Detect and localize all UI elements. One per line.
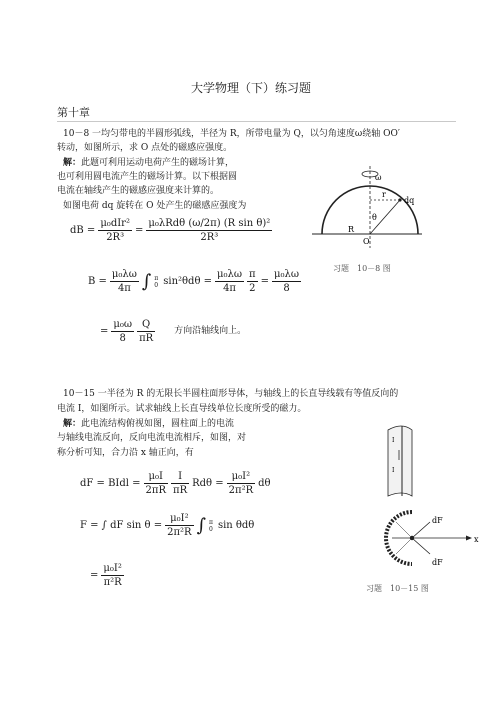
page-title: 大学物理（下）练习题: [190, 81, 311, 95]
equation-F: [80, 512, 254, 539]
eq-F-lhs: F = ∫ dF sin θ =: [80, 520, 163, 531]
eq-F-result-equals: =: [90, 570, 99, 581]
equation-B-result: [100, 318, 246, 345]
label-x: x: [474, 535, 479, 544]
label-O: O: [363, 237, 370, 246]
eq-dF-fraction-2: [171, 470, 189, 497]
problem-10-8-line-4: 电流在轴线产生的磁感应强度来计算的。: [57, 186, 220, 196]
eq-dF-fraction-1: [144, 470, 168, 497]
eq-dB-den-1: 2R³: [106, 232, 125, 243]
eq-dB-den-2: 2R³: [200, 232, 219, 243]
problem-10-8-line-2: 转动，如图所示，求 O 点处的磁感应强度。: [57, 143, 233, 153]
eq-dF-fraction-3: [227, 470, 255, 497]
problem-10-8-line-5: 如图电荷 dq 旋转在 O 处产生的磁感应强度为: [63, 201, 247, 211]
direction-note: 方向沿轴线向上。: [174, 326, 247, 336]
equation-dF: [80, 470, 271, 497]
eq-B-fraction-3: [247, 268, 258, 295]
eq-result-num-1: μ₀ω: [113, 319, 133, 330]
eq-dF-den-3: 2π²R: [228, 485, 254, 496]
integral-lower: 0: [154, 281, 159, 289]
eq-F-fraction-1: [165, 512, 193, 539]
integral-limits: [154, 275, 158, 289]
x-axis-arrow-icon: [466, 536, 472, 541]
integral-sign: ∫: [141, 270, 152, 292]
problem-10-15-line-2: 电流 I，如图所示。试求轴线上长直导线单位长度所受的磁力。: [57, 404, 307, 414]
eq-B-lhs: B =: [88, 276, 107, 287]
eq-B-num-2: μ₀λω: [217, 269, 243, 280]
force-vector-top: [412, 522, 430, 538]
problem-10-15-solution-line-1: [63, 418, 234, 431]
chapter-heading: 第十章: [57, 106, 90, 119]
eq-dF-num-2: I: [171, 470, 189, 484]
eq-result-equals: =: [100, 326, 109, 337]
eq-result-den-1: 8: [119, 333, 126, 344]
radial-line-2: [396, 538, 412, 554]
eq-F-body: sin θdθ: [217, 520, 255, 531]
eq-dB-fraction-2: [146, 217, 272, 244]
label-omega: ω: [375, 173, 382, 182]
label-theta: θ: [372, 213, 377, 222]
label-dF-top: dF: [432, 516, 443, 525]
figure-10-15-caption: 习题 10－15 图: [366, 584, 429, 593]
eq-B-fraction-1: [110, 268, 139, 295]
eq-dB-num-1: μ₀dIr²: [100, 218, 130, 229]
integral-sign: ∫: [196, 514, 206, 536]
eq-B-den-2: 4π: [223, 283, 236, 294]
figure-10-8-caption: 习题 10－8 图: [333, 264, 391, 273]
eq-B-body: sin²θdθ =: [163, 276, 213, 287]
eq-F-den-1: 2π²R: [167, 527, 192, 538]
eq-B-den-4: 8: [283, 283, 290, 294]
eq-B-num-4: μ₀λω: [274, 269, 299, 280]
figure-10-15: [366, 420, 486, 590]
eq-dF-den-2: πR: [173, 485, 188, 496]
eq-F-result-den: π²R: [103, 577, 122, 588]
integral-lower: 0: [208, 525, 213, 533]
solution-label: 解：: [63, 158, 82, 168]
problem-10-8-solution-line-1: [63, 157, 234, 170]
eq-result-fraction-1: [111, 318, 134, 345]
eq-B-fraction-4: [272, 268, 301, 295]
eq-result-num-2: Q: [137, 318, 155, 332]
solution-text: 此题可利用运动电荷产生的磁场计算，: [81, 158, 235, 168]
eq-dB-equals: =: [134, 225, 144, 236]
eq-dF-mid: Rdθ =: [192, 478, 224, 489]
solution-label: 解：: [63, 419, 82, 429]
label-r: r: [382, 190, 386, 199]
eq-F-num-1: μ₀I²: [165, 512, 193, 526]
radial-line-1: [396, 522, 412, 538]
problem-10-15-line-1: 10－15 一半径为 R 的无限长半圆柱面形导体，与轴线上的长直导线载有等值反向的: [63, 389, 399, 399]
integral-upper: π: [208, 518, 213, 526]
label-I-mid: I: [392, 467, 395, 474]
integral-limits: [209, 519, 213, 533]
label-R: R: [348, 225, 355, 234]
solution-text: 此电流结构俯视如图，圆柱面上的电流: [81, 419, 235, 429]
label-dF-bottom: dF: [432, 558, 443, 567]
integral-upper: π: [154, 274, 159, 282]
eq-result-den-2: πR: [139, 333, 154, 344]
eq-dF-tail: dθ: [258, 478, 271, 489]
eq-dF-num-1: μ₀I: [144, 470, 168, 484]
eq-B-den-1: 4π: [117, 283, 131, 294]
equation-dB: [70, 217, 272, 244]
eq-B-num-3: π: [249, 269, 256, 280]
eq-B-fraction-2: [215, 268, 244, 295]
eq-F-result-num: μ₀I²: [103, 563, 122, 574]
eq-dF-num-3: μ₀I²: [227, 470, 255, 484]
eq-dF-lhs: dF = BIdl =: [80, 478, 141, 489]
eq-dB-lhs: dB =: [70, 225, 96, 236]
equation-F-result: [90, 562, 124, 589]
chapter-divider: [57, 121, 456, 122]
eq-dF-den-1: 2πR: [145, 485, 167, 496]
problem-10-15-line-3: 与轴线电流反向，反向电流电流相斥，如图，对: [57, 433, 247, 443]
eq-B-num-1: μ₀λω: [111, 269, 137, 280]
figure-10-8: [312, 162, 432, 252]
eq-dB-fraction-1: [98, 217, 132, 244]
eq-B-equals: =: [260, 276, 269, 287]
problem-10-8-line-3: 也可利用圆电流产生的磁场计算。以下根据圆: [57, 172, 238, 182]
eq-F-result-fraction: [101, 562, 123, 589]
eq-dB-num-2: μ₀λRdθ (ω/2π) (R sin θ)²: [148, 218, 271, 229]
eq-result-fraction-2: [137, 318, 155, 345]
label-I-top: I: [392, 437, 395, 444]
equation-B: [88, 268, 301, 295]
label-dq: dq: [404, 196, 415, 205]
problem-10-8-line-1: 10－8 一均匀带电的半圆形弧线，半径为 R，所带电量为 Q，以匀角速度ω绕轴 OO′: [63, 129, 400, 139]
force-vector-bottom: [412, 538, 430, 554]
eq-B-den-3: 2: [249, 283, 256, 294]
problem-10-15-line-4: 称分析可知，合力沿 x 轴正向，有: [57, 448, 194, 458]
dq-point: [398, 198, 401, 201]
